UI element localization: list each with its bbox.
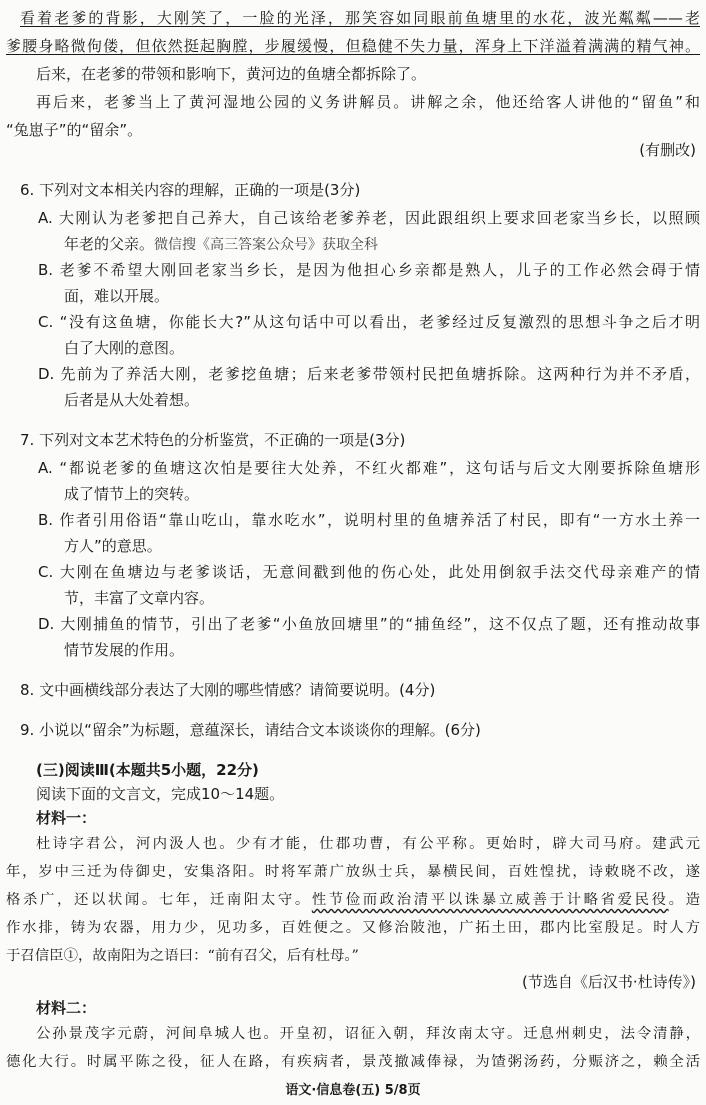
section-3-instruction: 阅读下面的文言文，完成10～14题。: [36, 785, 285, 803]
watermark-text: 微信搜《高三答案公众号》获取全科: [154, 237, 379, 253]
q7-option-b-line-2: 方人”的意思。: [64, 537, 162, 555]
passage-underlined-line-2: 爹腰身略微佝偻，但依然挺起胸膛，步履缓慢，但稳健不失力量，浑身上下洋溢着满满的精气神。: [6, 37, 700, 55]
q7-option-d-line-1: D. 大刚捕鱼的情节，引出了老爹“小鱼放回塘里”的“捕鱼经”，这不仅点了题，还有推动故事: [38, 615, 700, 633]
passage-paragraph-2: 后来，在老爹的带领和影响下，黄河边的鱼塘全都拆除了。: [36, 65, 427, 83]
material-1-line-5: 于召信臣①，故南阳为之语曰：“前有召父，后有杜母。”: [6, 948, 359, 964]
material-2-line-2: 德化大行。时属平陈之役，征人在路，有疾病者，景茂撤减俸禄，为馇粥汤药，分赈济之，赖全活: [6, 1054, 700, 1070]
source-note: (有删改): [639, 141, 696, 159]
q7-option-c-line-2: 节，丰富了文章内容。: [64, 589, 215, 607]
q7-option-a-line-1: A. “都说老爹的鱼塘这次怕是要往大处养，不红火都难”，这句话与后文大刚要拆除鱼塘形: [38, 459, 700, 477]
section-3-heading: (三)阅读Ⅲ(本题共5小题，22分): [36, 761, 259, 779]
material-1-line-2: 年，岁中三迁为侍御史，安集洛阳。时将军萧广放纵士兵，暴横民间，百姓惶扰，诗敕晓不改，遂: [6, 864, 700, 880]
material-1-title: 材料一：: [36, 809, 97, 827]
material-1-source: (节选自《后汉书·杜诗传》): [522, 973, 696, 991]
q6-option-b-line-1: B. 老爹不希望大刚回老家当乡长，是因为他担心乡亲都是熟人，儿子的工作必然会碍于情: [38, 261, 700, 279]
q7-option-a-line-2: 成了情节上的突转。: [64, 485, 200, 503]
q6-option-b-line-2: 面，难以开展。: [64, 287, 170, 305]
page-footer: 语文·信息卷(五) 5/8页: [285, 1083, 421, 1098]
q7-option-b-line-1: B. 作者引用俗语“靠山吃山，靠水吃水”，说明村里的鱼塘养活了村民，即有“一方水土养一: [38, 511, 700, 529]
passage-paragraph-3-line-1: 再后来，老爹当上了黄河湿地公园的义务讲解员。讲解之余，他还给客人讲他的“留鱼”和: [36, 93, 700, 111]
passage-paragraph-3-line-2: “兔崽子”的“留余”。: [6, 121, 143, 139]
q7-option-c-line-1: C. 大刚在鱼塘边与老爹谈话，无意间戳到他的伤心处，此处用倒叙手法交代母亲难产的情: [38, 563, 700, 581]
q6-option-a-line-2: 年老的父亲。微信搜《高三答案公众号》获取全科: [64, 235, 379, 253]
wavy-underlined-sentence: 性节俭而政治清平以诛暴立威善于计略省爱民役: [311, 892, 669, 908]
passage-underlined-line-1: 看着老爹的背影，大刚笑了，一脸的光泽，那笑容如同眼前鱼塘里的水花，波光粼粼——老: [20, 9, 700, 27]
q9-stem: 9. 小说以“留余”为标题，意蕴深长，请结合文本谈谈你的理解。(6分): [20, 721, 481, 739]
material-1-line-4: 作水排，铸为农器，用力少，见功多，百姓便之。又修治陂池，广拓土田，郡内比室殷足。时人方: [6, 920, 700, 936]
q7-option-d-line-2: 情节发展的作用。: [64, 641, 185, 659]
q8-stem: 8. 文中画横线部分表达了大刚的哪些情感？请简要说明。(4分): [20, 681, 436, 699]
q6-option-a-line-1: A. 大刚认为老爹把自己养大，自己该给老爹养老，因此跟组织上要求回老家当乡长，以照顾: [38, 209, 700, 227]
q7-stem: 7. 下列对文本艺术特色的分析鉴赏，不正确的一项是(3分): [20, 431, 406, 449]
material-1-line-3: 格杀广，还以状闻。七年，迁南阳太守。性节俭而政治清平以诛暴立威善于计略省爱民役。造: [6, 892, 700, 908]
q6-option-c-line-2: 白了大刚的意图。: [64, 339, 185, 357]
q6-option-c-line-1: C. “没有这鱼塘，你能长大?”从这句话中可以看出，老爹经过反复激烈的思想斗争之后才明: [38, 313, 700, 331]
q6-option-d-line-1: D. 先前为了养活大刚，老爹挖鱼塘；后来老爹带领村民把鱼塘拆除。这两种行为并不矛盾，: [38, 365, 700, 383]
q6-option-d-line-2: 后者是从大处着想。: [64, 391, 200, 409]
q6-stem: 6. 下列对文本相关内容的理解，正确的一项是(3分): [20, 181, 361, 199]
material-2-title: 材料二：: [36, 999, 97, 1017]
material-2-line-1: 公孙景茂字元蔚，河间阜城人也。开皇初，诏征入朝，拜汝南太守。迁息州刺史，法令清静，: [36, 1026, 700, 1042]
material-1-line-1: 杜诗字君公，河内汲人也。少有才能，仕郡功曹，有公平称。更始时，辟大司马府。建武元: [36, 836, 700, 852]
